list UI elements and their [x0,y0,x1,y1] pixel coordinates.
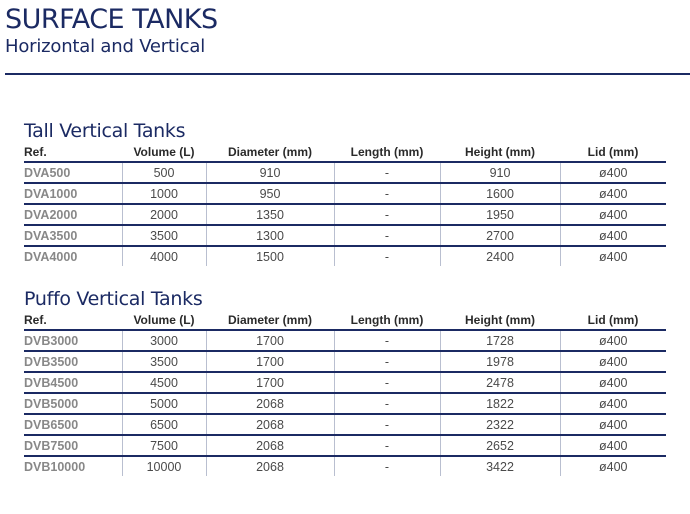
cell-lid: ø400 [560,351,666,372]
cell-height: 2400 [440,246,560,266]
col-header-ref: Ref. [24,311,122,330]
cell-height: 1822 [440,393,560,414]
cell-diameter: 1350 [206,204,334,225]
page-subtitle: Horizontal and Vertical [5,36,205,57]
cell-volume: 3500 [122,351,206,372]
cell-lid: ø400 [560,414,666,435]
col-header-height: Height (mm) [440,311,560,330]
header-divider [5,73,690,75]
cell-length: - [334,204,440,225]
cell-length: - [334,162,440,183]
col-header-height: Height (mm) [440,143,560,162]
page-header [5,4,690,58]
cell-volume: 4500 [122,372,206,393]
cell-height: 910 [440,162,560,183]
col-header-ref: Ref. [24,143,122,162]
table-row [24,225,666,246]
table-row [24,456,666,476]
table-row [24,393,666,414]
cell-height: 2478 [440,372,560,393]
cell-height: 1978 [440,351,560,372]
cell-length: - [334,372,440,393]
page-title: SURFACE TANKS [5,4,218,35]
col-header-length: Length (mm) [334,143,440,162]
cell-volume: 3000 [122,330,206,351]
cell-volume: 10000 [122,456,206,476]
cell-lid: ø400 [560,246,666,266]
cell-length: - [334,456,440,476]
cell-diameter: 1500 [206,246,334,266]
cell-lid: ø400 [560,456,666,476]
cell-lid: ø400 [560,330,666,351]
col-header-diameter: Diameter (mm) [206,143,334,162]
cell-lid: ø400 [560,183,666,204]
table-row [24,414,666,435]
col-header-lid: Lid (mm) [560,143,666,162]
cell-ref: DVB3500 [24,351,122,372]
col-header-lid: Lid (mm) [560,311,666,330]
table-row [24,435,666,456]
col-header-volume: Volume (L) [122,311,206,330]
cell-lid: ø400 [560,435,666,456]
cell-volume: 6500 [122,414,206,435]
cell-ref: DVA4000 [24,249,78,264]
cell-height: 1728 [440,330,560,351]
table-header-row [24,143,666,162]
cell-volume: 1000 [122,183,206,204]
cell-volume: 2000 [122,204,206,225]
table-row [24,162,666,183]
cell-length: - [334,246,440,266]
table-header-row [24,311,666,330]
table-row [24,183,666,204]
col-header-length: Length (mm) [334,311,440,330]
cell-length: - [334,393,440,414]
cell-lid: ø400 [560,162,666,183]
table-row [24,372,666,393]
cell-height: 3422 [440,456,560,476]
cell-height: 1600 [440,183,560,204]
cell-diameter: 1700 [206,372,334,393]
cell-lid: ø400 [560,225,666,246]
table-row [24,204,666,225]
cell-diameter: 2068 [206,414,334,435]
puffo-vertical-section [24,288,666,476]
section-title: Tall Vertical Tanks [24,120,186,142]
cell-height: 2700 [440,225,560,246]
table-row [24,246,666,266]
cell-lid: ø400 [560,372,666,393]
cell-diameter: 2068 [206,393,334,414]
puffo-vertical-table [24,311,666,476]
cell-volume: 7500 [122,435,206,456]
section-title: Puffo Vertical Tanks [24,288,203,310]
cell-length: - [334,435,440,456]
cell-length: - [334,183,440,204]
cell-length: - [334,351,440,372]
cell-ref: DVA1000 [24,183,122,204]
table-row [24,351,666,372]
cell-ref: DVB10000 [24,459,86,474]
cell-length: - [334,225,440,246]
cell-ref: DVB6500 [24,414,122,435]
cell-ref: DVB5000 [24,393,122,414]
cell-diameter: 2068 [206,456,334,476]
cell-diameter: 1700 [206,330,334,351]
cell-ref: DVB3000 [24,330,122,351]
cell-diameter: 950 [206,183,334,204]
cell-length: - [334,330,440,351]
cell-volume: 500 [122,162,206,183]
cell-height: 2652 [440,435,560,456]
table-row [24,330,666,351]
cell-ref: DVA500 [24,162,122,183]
cell-length: - [334,414,440,435]
tall-vertical-table [24,143,666,266]
cell-volume: 3500 [122,225,206,246]
cell-ref: DVB4500 [24,372,122,393]
cell-height: 1950 [440,204,560,225]
cell-ref: DVA3500 [24,225,122,246]
cell-lid: ø400 [560,393,666,414]
cell-volume: 4000 [122,246,206,266]
cell-diameter: 2068 [206,435,334,456]
cell-diameter: 910 [206,162,334,183]
cell-volume: 5000 [122,393,206,414]
tall-vertical-section [24,120,666,266]
cell-height: 2322 [440,414,560,435]
cell-ref: DVB7500 [24,435,122,456]
cell-ref: DVA2000 [24,204,122,225]
cell-lid: ø400 [560,204,666,225]
col-header-diameter: Diameter (mm) [206,311,334,330]
col-header-volume: Volume (L) [122,143,206,162]
cell-diameter: 1700 [206,351,334,372]
cell-diameter: 1300 [206,225,334,246]
